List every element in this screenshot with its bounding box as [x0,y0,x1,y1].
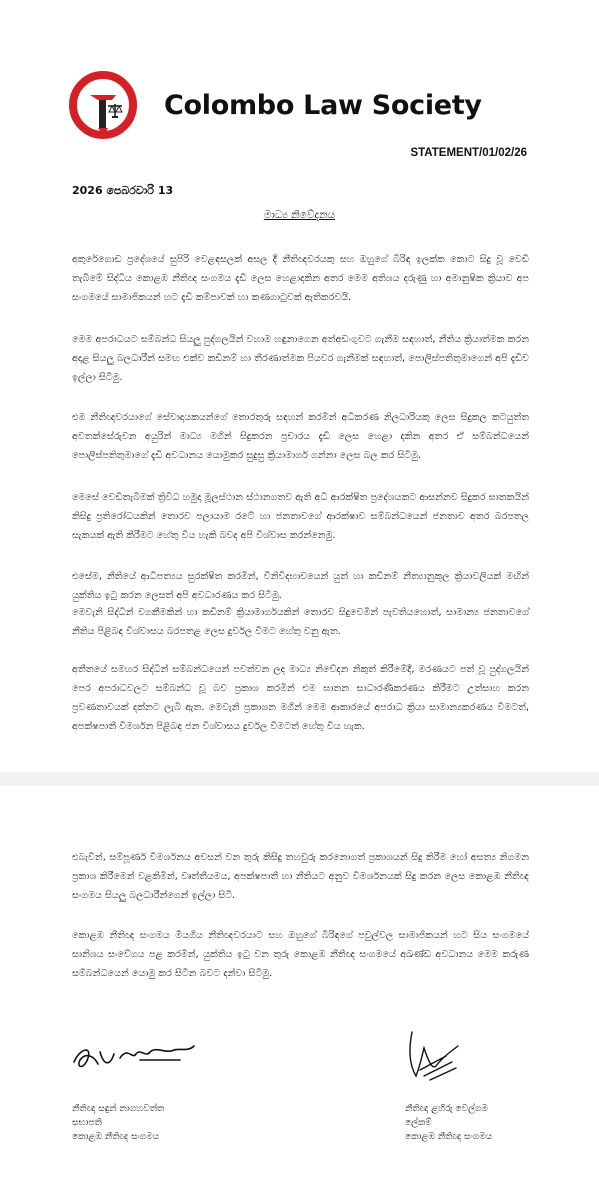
document-title: මාධ්‍ය නිවේදනය [263,209,336,221]
signatory-name: නීතිඥ ළහිරු වෙල්ගම [405,1104,488,1114]
organization-name: Colombo Law Society [164,90,482,121]
secretary-signature [400,1026,470,1086]
body-paragraph: එම නීතිඥවරයාගේ සේවාදායකයන්ගේ තොරතුරු සඳහන් කරමින් අධිකරණ නිලධාරියකු ලෙස සිදුකල කටයුත්ත අවතක්සේරුවන අයුරින් මාධ්‍ය මගින් සිදුකරන ප්‍රචාරය දැඩි ලෙස හෙළා දකින අතර ඒ සම්බන්ධයෙන් පොලිස්පතිතුමාගේ දැඩි අවධානය යොමුකර සුදුසු ක්‍රියාමාර්ග ගන්නා ලෙස බල කර සිටිමු. [72,412,529,461]
law-society-logo-icon [68,70,138,140]
body-paragraph: අතීතයේ සමහර සිද්ධීන් සම්බන්ධයෙන් පවත්වන ලද මාධ්‍ය නිවේදන නිකුත් කිරීමේදී, මරණයට පත් වූ පුද්ගලයින් පෙර අපරාධවලට සම්බන්ධ වූ බව ප්‍රකාශ කරමින් එම ඝාතන සාධාරණීකරණය කිරීමට උත්සාහ කරන ප්‍රවණතාවයක් දක්නට ලැබී ඇත. මෙවැනි ප්‍රකාශන මගින් මෙම ආකාරයේ අපරාධ ක්‍රියා සාමාන්‍යකරණය වීමටත්, අපක්ෂපාතී විමර්ශන පිළිබඳ ජන විශ්වාසය දුර්වල වීමටත් හේතු විය හැක. [72,664,529,732]
signatory-role: සභාපති [72,1118,102,1128]
signatory-name: නීතිඥ සඳුන් නාගහවත්ත [72,1104,165,1114]
body-paragraph: එබැවින්, සම්පූර්ණ විමර්ශනය අවසන් වන තුරු කිසිදු තහවුරු කරනොගත් ප්‍රකාශයන් සිදු කිරීම හෝ අසත්‍ය නිගමන ප්‍රකාශ කිරීමෙන් වළකිමින්, වෘත්තීයමය, අපක්ෂපාතී හා නීතියට අනුව විමර්ශනයක් සිදු කරන ලෙස කොළඹ නීතිඥ සංගමය සියලු බලධාරීන්ගෙන් ඉල්ලා සිටී. [72,852,529,901]
signatory-secretary [405,1102,492,1144]
statement-page-2 [0,786,599,1200]
president-signature [70,1038,200,1078]
body-paragraph: අකුරේගොඩ ප්‍රදේශයේ සුපිරි වෙළඳසලක් අසල දී නීතිඥවරයකු සහ ඔහුගේ බිරිඳ ඉලක්ක කොට සිදු වූ වෙඩි තැබීමේ සිද්ධිය කොළඹ නීතිඥ සංගමය දැඩි ලෙස හෙළාදකින අතර මෙම අතිශය දරුණු හා අමානුෂික ක්‍රියාව අප සංගමයේ සාමාජිකයන් හට දැඩි කම්පාවක් හා කණගාටුවක් ඇතිකරවයි. [72,254,529,303]
signatory-role: ලේකම් [405,1118,432,1128]
signatory-organization: කොළඹ නීතිඥ සංගමය [72,1132,160,1142]
statement-reference: STATEMENT/01/02/26 [410,147,527,159]
body-paragraph: එසේම, නීතියේ ආධිපත්‍යය සුරක්ෂිත කරමින්, විනිවිදභාවයෙන් යුත් හා කඩිනම් නීත්‍යානුකූල ක්‍රියාවලියක් මඟින් යුක්තිය ඉටු කරන ලෙසත් අපි අවධාරණය කර සිටිමු. [72,571,529,601]
body-paragraph: මෙම අපරාධයට සම්බන්ධ සියලු පුද්ගලයින් වහාම හඳුනාගෙන අත්අඩංගුවට ගැනීම සඳහාත්, නීතිය ක්‍රියාත්මක කරන අදාළ සියලු බලධාරීන් සමඟ එක්ව කඩිනම් හා තීරණාත්මක පියවර ගැනීමක් සඳහාත්, පොලිස්පතිතුමාගෙන් අපි දැඩිව ඉල්ලා සිටිමු. [72,334,529,383]
signatory-president [72,1102,164,1144]
statement-date: 2026 පෙබරවාරි 13 [72,184,174,197]
signatory-organization: කොළඹ නීතිඥ සංගමය [405,1132,493,1142]
body-paragraph: මෙවැනි සිද්ධීන් වගකීමකින් හා කඩිනම් ක්‍රියාමාර්ගයකින් තොරව සිදුවෙමින් පැවතියහොත්, සාමාන්‍ය ජනතාවගේ නීතිය පිළිබඳ විශ්වාසය බරපතළ ලෙස දුර්වල වීමට හේතු වනු ඇත. [72,607,529,637]
body-paragraph: කොළඹ නීතිඥ සංගමය මියගිය නීතිඥවරයාට සහ ඔහුගේ බිරිඳගේ පවුල්වල සාමාජිකයන් හට සිය සංගමයේ සානිශය සංවේගය පළ කරමින්, යුක්තිය ඉටු වන තුරු කොළඹ නීතිඥ සංගමයේ අඛණ්ඩ අවධානය මෙම කරුණ සම්බන්ධයෙන් යොමු කර සිටින බවට දන්වා සිටිමු. [72,930,529,979]
body-paragraph: මෙසේ වෙඩිතැබීමක් ත්‍රිවිධ හමුදා මූලස්ථාන ස්ථානගතව ඇති අධි ආරක්ෂිත ප්‍රදේශයකට ආසන්නව සිදුකර ඝාතකයින් කිසිදු ප්‍රතිරෝධයකින් තොරව පලායාම රටේ හා ජනතාවගේ ආරක්ෂාව සම්බන්ධයෙන් ජනතාව අතර බරපතල සැකයක් ඇති කිරීමට හේතු විය හැකි බවද අපි විශ්වාස කරන්නෙමු. [72,492,529,541]
page-separator [0,772,599,786]
